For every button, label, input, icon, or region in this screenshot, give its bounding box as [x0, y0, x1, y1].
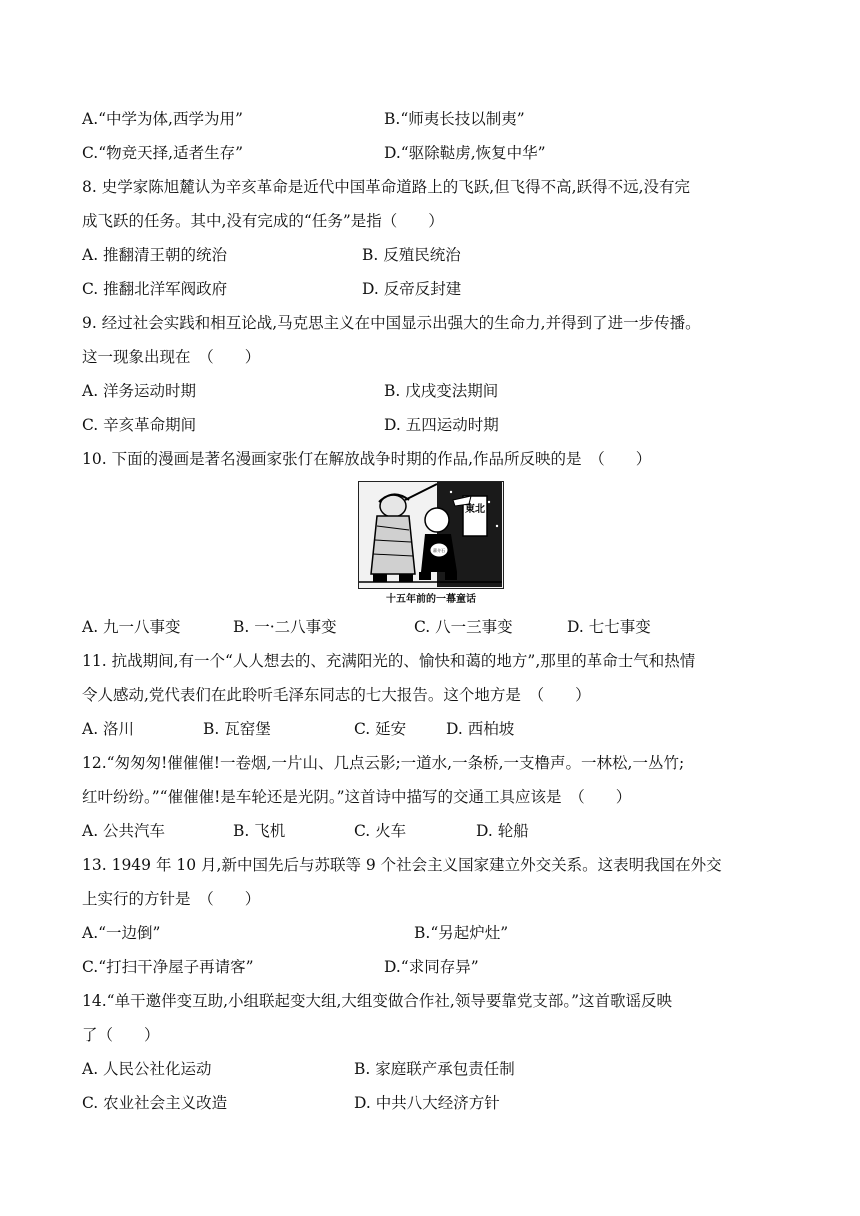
q13-stem-line2: 上实行的方针是 （ ） — [82, 890, 261, 908]
q8-option-d: D. 反帝反封建 — [362, 280, 462, 298]
q14-option-d: D. 中共八大经济方针 — [354, 1094, 500, 1112]
q8-option-b: B. 反殖民统治 — [362, 246, 461, 264]
q9-option-b: B. 戊戌变法期间 — [384, 382, 499, 400]
q8-option-a: A. 推翻清王朝的统治 — [82, 246, 228, 264]
q8-stem-line1: 8. 史学家陈旭麓认为辛亥革命是近代中国革命道路上的飞跃,但飞得不高,跃得不远,没有完 — [82, 178, 690, 196]
q13-option-a: A.“一边倒” — [82, 924, 161, 942]
q13-option-c: C.“打扫干净屋子再请客” — [82, 958, 254, 976]
q7-option-c: C.“物竞天择,适者生存” — [82, 144, 244, 162]
q9-option-c: C. 辛亥革命期间 — [82, 416, 197, 434]
cartoon-image — [358, 481, 504, 589]
q13-stem-line1: 13. 1949 年 10 月,新中国先后与苏联等 9 个社会主义国家建立外交关系。这表明我国在外交 — [82, 856, 722, 874]
q10-stem-line1: 10. 下面的漫画是著名漫画家张仃在解放战争时期的作品,作品所反映的是 （ ） — [82, 450, 652, 468]
q12-stem-line2: 红叶纷纷。”“催催催!是车轮还是光阴。”这首诗中描写的交通工具应该是 （ ） — [82, 788, 632, 806]
comic-badge-text: 蔣介石 — [433, 548, 445, 553]
q13-option-d: D.“求同存异” — [384, 958, 479, 976]
q11-stem-line2: 令人感动,党代表们在此聆听毛泽东同志的七大报告。这个地方是 （ ） — [82, 686, 591, 704]
q11-option-a: A. 洛川 — [82, 720, 135, 738]
q10-option-a: A. 九一八事变 — [82, 618, 181, 636]
q12-option-c: C. 火车 — [354, 822, 407, 840]
q9-stem-line2: 这一现象出现在 （ ） — [82, 348, 261, 366]
q14-stem-line1: 14.“单干邀伴变互助,小组联起变大组,大组变做合作社,领导要靠党支部。”这首歌谣反映 — [82, 992, 673, 1010]
q7-option-b: B.“师夷长技以制夷” — [384, 110, 525, 128]
q8-stem-line2: 成飞跃的任务。其中,没有完成的“任务”是指（ ） — [82, 212, 444, 230]
cartoon-caption: 十五年前的一幕童话 — [386, 594, 476, 605]
q14-option-b: B. 家庭联产承包责任制 — [354, 1060, 515, 1078]
q14-option-c: C. 农业社会主义改造 — [82, 1094, 228, 1112]
q14-option-a: A. 人民公社化运动 — [82, 1060, 212, 1078]
q11-option-d: D. 西柏坡 — [446, 720, 515, 738]
q12-option-b: B. 飞机 — [233, 822, 286, 840]
cartoon-illustration — [359, 482, 502, 587]
q8-option-c: C. 推翻北洋军阀政府 — [82, 280, 228, 298]
q12-option-d: D. 轮船 — [476, 822, 529, 840]
q10-option-d: D. 七七事变 — [567, 618, 651, 636]
q10-option-c: C. 八一三事变 — [414, 618, 513, 636]
q9-stem-line1: 9. 经过社会实践和相互论战,马克思主义在中国显示出强大的生命力,并得到了进一步传播。 — [82, 314, 701, 332]
q14-stem-line2: 了（ ） — [82, 1026, 160, 1044]
q12-option-a: A. 公共汽车 — [82, 822, 166, 840]
q7-option-d: D.“驱除鞑虏,恢复中华” — [384, 144, 546, 162]
q11-option-b: B. 瓦窑堡 — [203, 720, 271, 738]
q11-stem-line1: 11. 抗战期间,有一个“人人想去的、充满阳光的、愉快和蔼的地方”,那里的革命士气和热情 — [82, 652, 696, 670]
q9-option-d: D. 五四运动时期 — [384, 416, 499, 434]
q11-option-c: C. 延安 — [354, 720, 407, 738]
q7-option-a: A.“中学为体,西学为用” — [82, 110, 243, 128]
q10-option-b: B. 一·二八事变 — [233, 618, 337, 636]
q13-option-b: B.“另起炉灶” — [414, 924, 509, 942]
q12-stem-line1: 12.“匆匆匆!催催催!一卷烟,一片山、几点云影;一道水,一条桥,一支橹声。一林松,一丛竹; — [82, 754, 685, 772]
comic-sign-top: 東北 — [465, 504, 485, 515]
q9-option-a: A. 洋务运动时期 — [82, 382, 197, 400]
